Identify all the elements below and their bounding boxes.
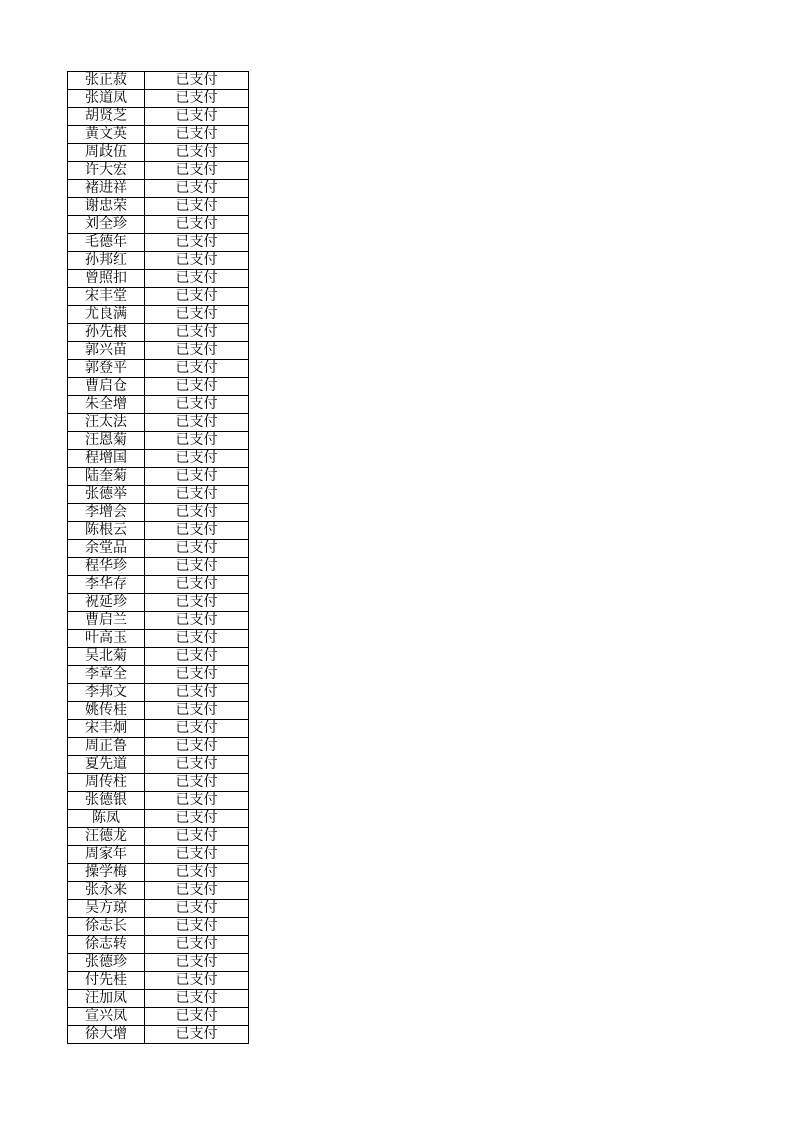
payment-status-cell: 已支付 — [145, 306, 249, 324]
table-row — [68, 432, 249, 450]
payment-status-cell: 已支付 — [145, 810, 249, 828]
table-row — [68, 342, 249, 360]
payment-status-cell: 已支付 — [145, 540, 249, 558]
name-cell: 毛德年 — [68, 234, 145, 252]
name-cell: 李章全 — [68, 666, 145, 684]
payment-status-cell: 已支付 — [145, 666, 249, 684]
name-cell: 许大宏 — [68, 162, 145, 180]
payment-status-cell: 已支付 — [145, 576, 249, 594]
name-cell: 程增国 — [68, 450, 145, 468]
name-cell: 黄文英 — [68, 126, 145, 144]
table-row — [68, 900, 249, 918]
payment-status-cell: 已支付 — [145, 882, 249, 900]
table-row — [68, 288, 249, 306]
payment-status-cell: 已支付 — [145, 324, 249, 342]
payment-status-cell: 已支付 — [145, 720, 249, 738]
name-cell: 郭登平 — [68, 360, 145, 378]
payment-status-cell: 已支付 — [145, 648, 249, 666]
table-row — [68, 954, 249, 972]
name-cell: 汪德龙 — [68, 828, 145, 846]
name-cell: 郭兴苗 — [68, 342, 145, 360]
name-cell: 朱全增 — [68, 396, 145, 414]
table-row — [68, 990, 249, 1008]
payment-status-cell: 已支付 — [145, 162, 249, 180]
payment-status-cell: 已支付 — [145, 972, 249, 990]
table-row — [68, 936, 249, 954]
name-cell: 张永来 — [68, 882, 145, 900]
name-cell: 张德珍 — [68, 954, 145, 972]
payment-status-cell: 已支付 — [145, 954, 249, 972]
payment-status-cell: 已支付 — [145, 630, 249, 648]
name-cell: 夏先道 — [68, 756, 145, 774]
payment-status-cell: 已支付 — [145, 738, 249, 756]
table-row — [68, 396, 249, 414]
name-cell: 曹启兰 — [68, 612, 145, 630]
name-cell: 陈根云 — [68, 522, 145, 540]
name-cell: 曹启仓 — [68, 378, 145, 396]
name-cell: 孙邦红 — [68, 252, 145, 270]
payment-status-cell: 已支付 — [145, 144, 249, 162]
table-row — [68, 180, 249, 198]
name-cell: 徐志长 — [68, 918, 145, 936]
table-row — [68, 450, 249, 468]
payment-status-cell: 已支付 — [145, 918, 249, 936]
payment-status-cell: 已支付 — [145, 180, 249, 198]
payment-status-cell: 已支付 — [145, 684, 249, 702]
name-cell: 陆奎菊 — [68, 468, 145, 486]
payment-status-cell: 已支付 — [145, 504, 249, 522]
payment-status-cell: 已支付 — [145, 1026, 249, 1044]
name-cell: 汪太法 — [68, 414, 145, 432]
table-row — [68, 414, 249, 432]
table-row — [68, 972, 249, 990]
payment-status-cell: 已支付 — [145, 378, 249, 396]
table-row — [68, 792, 249, 810]
name-cell: 周歧伍 — [68, 144, 145, 162]
name-cell: 周传柱 — [68, 774, 145, 792]
table-row — [68, 234, 249, 252]
payment-status-cell: 已支付 — [145, 522, 249, 540]
table-row — [68, 162, 249, 180]
payment-status-cell: 已支付 — [145, 414, 249, 432]
payment-status-cell: 已支付 — [145, 288, 249, 306]
payment-status-cell: 已支付 — [145, 450, 249, 468]
name-cell: 汪加凤 — [68, 990, 145, 1008]
table-row — [68, 702, 249, 720]
table-row — [68, 198, 249, 216]
table-row — [68, 594, 249, 612]
table-row — [68, 504, 249, 522]
table-row — [68, 1026, 249, 1044]
payment-status-cell: 已支付 — [145, 432, 249, 450]
name-cell: 张德银 — [68, 792, 145, 810]
payment-status-cell: 已支付 — [145, 486, 249, 504]
table-row — [68, 576, 249, 594]
table-row — [68, 774, 249, 792]
name-cell: 张正菽 — [68, 72, 145, 90]
table-row — [68, 486, 249, 504]
payment-status-cell: 已支付 — [145, 864, 249, 882]
table-row — [68, 270, 249, 288]
table-row — [68, 1008, 249, 1026]
name-cell: 吴方琼 — [68, 900, 145, 918]
payment-status-cell: 已支付 — [145, 342, 249, 360]
payment-status-cell: 已支付 — [145, 936, 249, 954]
name-cell: 周家年 — [68, 846, 145, 864]
table-row — [68, 90, 249, 108]
table-row — [68, 738, 249, 756]
name-cell: 徐大增 — [68, 1026, 145, 1044]
table-row — [68, 558, 249, 576]
payment-status-cell: 已支付 — [145, 828, 249, 846]
payment-status-cell: 已支付 — [145, 612, 249, 630]
payment-status-cell: 已支付 — [145, 1008, 249, 1026]
name-cell: 宋丰堂 — [68, 288, 145, 306]
table-row — [68, 756, 249, 774]
payment-status-cell: 已支付 — [145, 468, 249, 486]
payment-status-cell: 已支付 — [145, 900, 249, 918]
payment-status-cell: 已支付 — [145, 990, 249, 1008]
name-cell: 李华存 — [68, 576, 145, 594]
payment-status-cell: 已支付 — [145, 792, 249, 810]
name-cell: 徐志转 — [68, 936, 145, 954]
table-row — [68, 540, 249, 558]
payment-status-cell: 已支付 — [145, 756, 249, 774]
name-cell: 祝延珍 — [68, 594, 145, 612]
table-row — [68, 144, 249, 162]
table-row — [68, 360, 249, 378]
payment-status-cell: 已支付 — [145, 774, 249, 792]
payment-status-cell: 已支付 — [145, 108, 249, 126]
table-row — [68, 810, 249, 828]
name-cell: 宋丰炯 — [68, 720, 145, 738]
table-row — [68, 846, 249, 864]
payment-status-cell: 已支付 — [145, 594, 249, 612]
table-row — [68, 630, 249, 648]
payment-status-cell: 已支付 — [145, 198, 249, 216]
name-cell: 程华珍 — [68, 558, 145, 576]
table-row — [68, 648, 249, 666]
name-cell: 张德举 — [68, 486, 145, 504]
table-row — [68, 666, 249, 684]
name-cell: 吴北菊 — [68, 648, 145, 666]
name-cell: 孙先根 — [68, 324, 145, 342]
payment-status-cell: 已支付 — [145, 234, 249, 252]
name-cell: 张道凤 — [68, 90, 145, 108]
name-cell: 宣兴凤 — [68, 1008, 145, 1026]
table-row — [68, 378, 249, 396]
name-cell: 尤良满 — [68, 306, 145, 324]
name-cell: 谢忠荣 — [68, 198, 145, 216]
table-row — [68, 216, 249, 234]
table-row — [68, 720, 249, 738]
name-cell: 刘全珍 — [68, 216, 145, 234]
payment-status-cell: 已支付 — [145, 846, 249, 864]
table-row — [68, 882, 249, 900]
table-row — [68, 306, 249, 324]
table-row — [68, 252, 249, 270]
name-cell: 叶高玉 — [68, 630, 145, 648]
name-cell: 付先桂 — [68, 972, 145, 990]
name-cell: 李增会 — [68, 504, 145, 522]
table-row — [68, 108, 249, 126]
payment-status-cell: 已支付 — [145, 252, 249, 270]
name-cell: 周正鲁 — [68, 738, 145, 756]
table-row — [68, 918, 249, 936]
table-row — [68, 324, 249, 342]
table-body — [68, 72, 249, 1044]
payment-status-cell: 已支付 — [145, 90, 249, 108]
name-cell: 褚进祥 — [68, 180, 145, 198]
name-cell: 李邦文 — [68, 684, 145, 702]
payment-status-cell: 已支付 — [145, 360, 249, 378]
name-cell: 余堂品 — [68, 540, 145, 558]
table-row — [68, 522, 249, 540]
payment-status-cell: 已支付 — [145, 126, 249, 144]
table-row — [68, 72, 249, 90]
table-row — [68, 468, 249, 486]
payment-status-cell: 已支付 — [145, 558, 249, 576]
payment-status-cell: 已支付 — [145, 216, 249, 234]
name-cell: 胡贤芝 — [68, 108, 145, 126]
name-cell: 陈凤 — [68, 810, 145, 828]
table-row — [68, 684, 249, 702]
payment-status-cell: 已支付 — [145, 396, 249, 414]
payment-status-table — [67, 71, 249, 1044]
name-cell: 姚传桂 — [68, 702, 145, 720]
name-cell: 操学梅 — [68, 864, 145, 882]
table-row — [68, 864, 249, 882]
payment-status-cell: 已支付 — [145, 72, 249, 90]
table-row — [68, 126, 249, 144]
payment-status-cell: 已支付 — [145, 702, 249, 720]
table-row — [68, 612, 249, 630]
name-cell: 汪恩菊 — [68, 432, 145, 450]
name-cell: 曾照扣 — [68, 270, 145, 288]
payment-status-cell: 已支付 — [145, 270, 249, 288]
table-row — [68, 828, 249, 846]
